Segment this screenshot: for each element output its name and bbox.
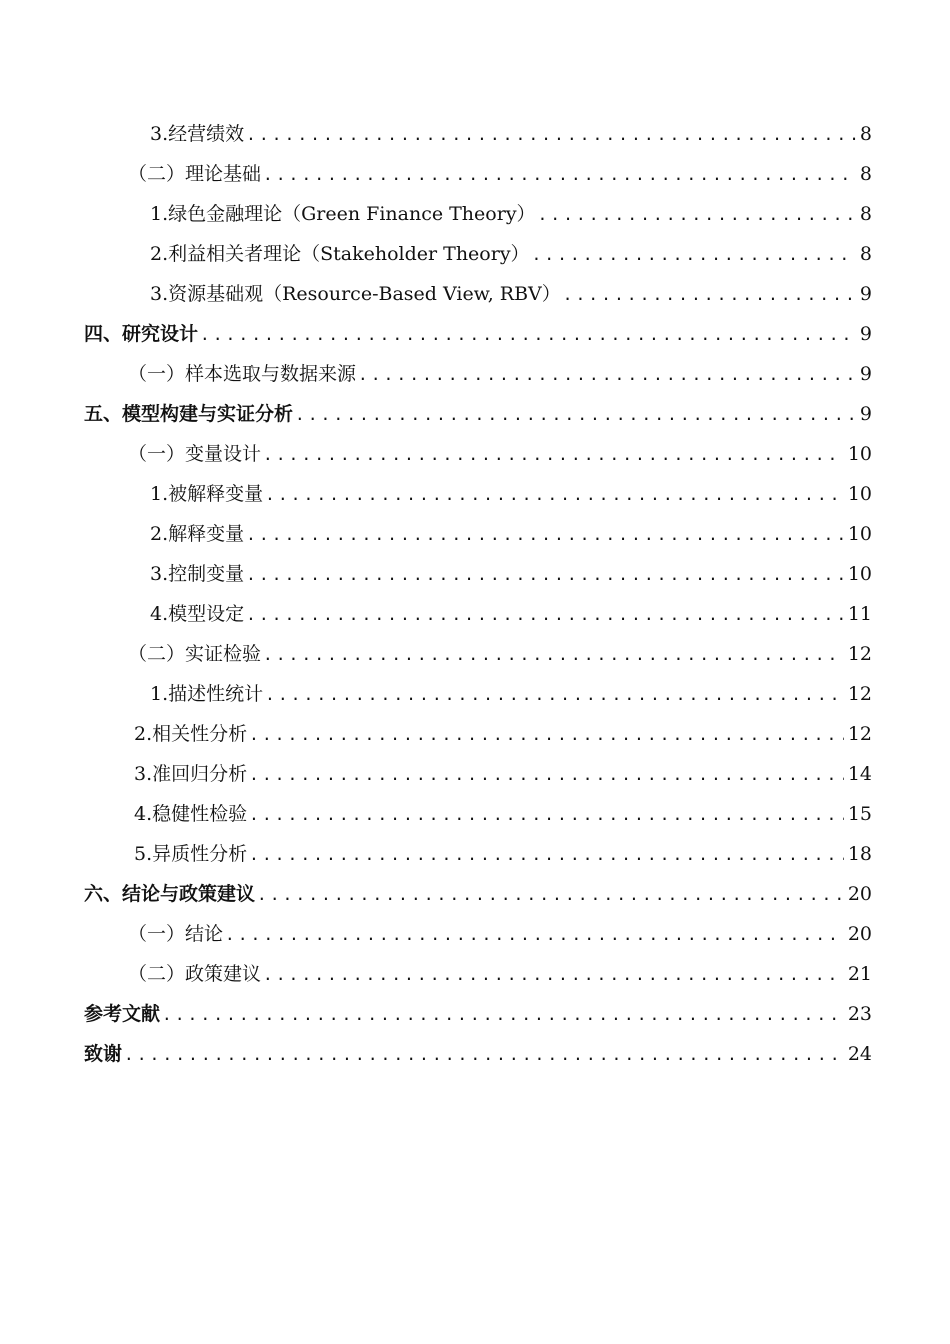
dot-leader <box>246 524 844 546</box>
dot-leader <box>249 804 844 826</box>
dot-leader <box>263 444 844 466</box>
toc-entry-label: 六、结论与政策建议 <box>84 883 256 905</box>
toc-entry-explanatory-variable[interactable] <box>150 516 872 546</box>
dot-leader <box>249 764 844 786</box>
toc-entry-label: 五、模型构建与实证分析 <box>84 403 294 425</box>
toc-entry-label: （一）结论 <box>128 923 224 945</box>
toc-entry-page: 18 <box>847 843 872 865</box>
toc-entry-theoretical-basis[interactable] <box>128 156 872 186</box>
toc-entry-label: 致谢 <box>84 1043 123 1065</box>
toc-entry-conclusion[interactable] <box>128 916 872 946</box>
toc-entry-page: 24 <box>847 1043 872 1065</box>
toc-entry-acknowledgements[interactable] <box>84 1036 872 1066</box>
toc-entry-label: （一）变量设计 <box>128 443 262 465</box>
toc-entry-page: 10 <box>847 523 872 545</box>
toc-entry-label: 3.资源基础观（Resource-Based View, RBV） <box>150 283 561 305</box>
dot-leader <box>538 204 856 226</box>
toc-entry-label: 4.模型设定 <box>150 603 245 625</box>
toc-entry-label: 3.经营绩效 <box>150 123 245 145</box>
toc-entry-label: 四、研究设计 <box>84 323 199 345</box>
dot-leader <box>246 564 844 586</box>
dot-leader <box>532 244 856 266</box>
toc-entry-model-setting[interactable] <box>150 596 872 626</box>
dot-leader <box>263 164 856 186</box>
toc-entry-page: 21 <box>847 963 872 985</box>
dot-leader <box>358 364 856 386</box>
toc-entry-label: 1.描述性统计 <box>150 683 264 705</box>
toc-entry-dependent-variable[interactable] <box>150 476 872 506</box>
dot-leader <box>563 284 856 306</box>
dot-leader <box>162 1004 844 1026</box>
toc-entry-label: 3.准回归分析 <box>134 763 248 785</box>
toc-entry-resource-based-view[interactable] <box>150 276 872 306</box>
toc-entry-control-variable[interactable] <box>150 556 872 586</box>
toc-entry-page: 12 <box>847 723 872 745</box>
dot-leader <box>249 844 844 866</box>
toc-entry-label: 5.异质性分析 <box>134 843 248 865</box>
toc-entry-robustness-test[interactable] <box>134 796 872 826</box>
toc-entry-page: 8 <box>859 163 872 185</box>
toc-entry-page: 10 <box>847 443 872 465</box>
toc-entry-page: 8 <box>859 243 872 265</box>
toc-entry-regression-analysis[interactable] <box>134 756 872 786</box>
toc-entry-label: 2.利益相关者理论（Stakeholder Theory） <box>150 243 530 265</box>
toc-entry-operating-performance[interactable] <box>150 116 872 146</box>
dot-leader <box>200 324 856 346</box>
toc-entry-green-finance-theory[interactable] <box>150 196 872 226</box>
toc-entry-page: 8 <box>859 203 872 225</box>
toc-entry-heterogeneity-analysis[interactable] <box>134 836 872 866</box>
toc-entry-label: 3.控制变量 <box>150 563 245 585</box>
dot-leader <box>265 484 844 506</box>
toc-entry-label: 参考文献 <box>84 1003 161 1025</box>
dot-leader <box>257 884 844 906</box>
toc-entry-label: 2.相关性分析 <box>134 723 248 745</box>
dot-leader <box>265 684 844 706</box>
toc-entry-label: （一）样本选取与数据来源 <box>128 363 357 385</box>
toc-entry-page: 12 <box>847 683 872 705</box>
toc-entry-page: 12 <box>847 643 872 665</box>
toc-entry-page: 14 <box>847 763 872 785</box>
toc-entry-label: 2.解释变量 <box>150 523 245 545</box>
toc-entry-label: 1.被解释变量 <box>150 483 264 505</box>
toc-entry-research-design[interactable] <box>84 316 872 346</box>
toc-entry-label: 4.稳健性检验 <box>134 803 248 825</box>
toc-entry-page: 10 <box>847 483 872 505</box>
toc-entry-page: 15 <box>847 803 872 825</box>
toc-entry-empirical-test[interactable] <box>128 636 872 666</box>
toc-entry-page: 20 <box>847 883 872 905</box>
toc-entry-sample-selection[interactable] <box>128 356 872 386</box>
toc-entry-references[interactable] <box>84 996 872 1026</box>
toc-entry-page: 9 <box>859 403 872 425</box>
toc-entry-label: （二）实证检验 <box>128 643 262 665</box>
toc-entry-policy-suggestions[interactable] <box>128 956 872 986</box>
dot-leader <box>263 644 844 666</box>
toc-entry-page: 9 <box>859 323 872 345</box>
toc-entry-model-empirical[interactable] <box>84 396 872 426</box>
dot-leader <box>225 924 844 946</box>
toc-entry-page: 23 <box>847 1003 872 1025</box>
toc-entry-page: 9 <box>859 363 872 385</box>
dot-leader <box>263 964 844 986</box>
dot-leader <box>295 404 856 426</box>
toc-entry-page: 20 <box>847 923 872 945</box>
toc-entry-page: 11 <box>847 603 872 625</box>
dot-leader <box>246 604 844 626</box>
toc-entry-label: （二）理论基础 <box>128 163 262 185</box>
toc-entry-descriptive-stats[interactable] <box>150 676 872 706</box>
toc-entry-conclusion-policy[interactable] <box>84 876 872 906</box>
toc-entry-correlation-analysis[interactable] <box>134 716 872 746</box>
dot-leader <box>124 1044 844 1066</box>
toc-entry-page: 8 <box>859 123 872 145</box>
toc-entry-label: （二）政策建议 <box>128 963 262 985</box>
dot-leader <box>246 124 856 146</box>
toc-entry-label: 1.绿色金融理论（Green Finance Theory） <box>150 203 536 225</box>
toc-entry-variable-design[interactable] <box>128 436 872 466</box>
toc-entry-stakeholder-theory[interactable] <box>150 236 872 266</box>
toc-entry-page: 10 <box>847 563 872 585</box>
dot-leader <box>249 724 844 746</box>
toc-entry-page: 9 <box>859 283 872 305</box>
